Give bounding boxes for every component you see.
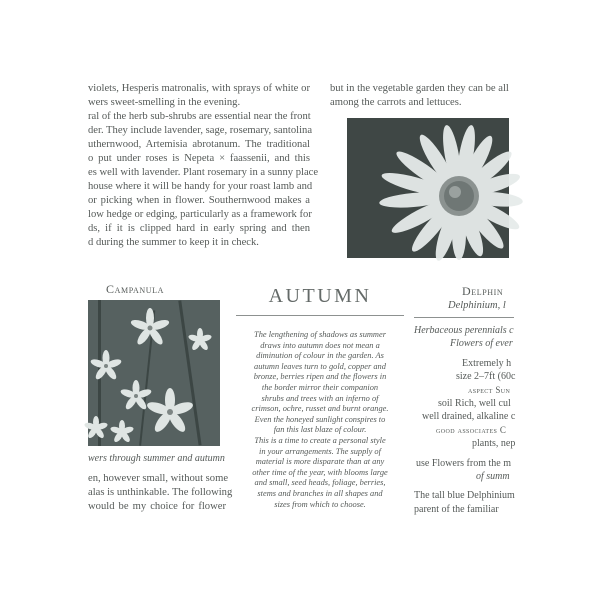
text-line: es well with lavender. Plant rosemary in a sunny place	[88, 167, 319, 178]
daisy-photo	[347, 118, 509, 258]
text-line: plants, nep	[472, 438, 516, 450]
text-line: sizes from which to choose.	[274, 499, 366, 509]
autumn-intro	[236, 330, 404, 512]
text-line: use Flowers from the m	[416, 457, 511, 469]
vegetable-garden-paragraph	[322, 82, 510, 116]
text-line: among the carrots and lettuces.	[330, 97, 462, 108]
text-line: alas is unthinkable. The following	[88, 487, 233, 498]
text-line: Herbaceous perennials c	[414, 325, 514, 336]
herb-paragraph	[0, 82, 318, 252]
text-line: and small, seed heads, foliage, berries,	[254, 478, 386, 488]
text-line: aspect Sun	[468, 384, 511, 395]
text-line: low hedge or edging, particularly as a framework for	[88, 209, 312, 220]
text-line: ral of the herb sub-shrubs are essential near the front	[88, 111, 311, 122]
text-line: other time of the year, with blooms large	[252, 467, 388, 477]
text-line: stems and branches in all shapes and	[257, 488, 383, 498]
text-line: of summ	[476, 470, 510, 482]
text-line: autumn leaves turn to gold, copper and	[254, 361, 386, 371]
text-line: wers sweet-smelling in the evening.	[88, 97, 241, 108]
text-line: the border mirror their companion	[261, 382, 379, 392]
text-line: fan this last blaze of colour.	[273, 425, 367, 435]
text-line: or picking when in flower. Southernwood makes a	[88, 195, 310, 206]
text-line: soil Rich, well cul	[438, 397, 511, 409]
text-line: shrubs and trees with an inferno of	[261, 393, 379, 403]
autumn-title: AUTUMN	[268, 285, 372, 307]
text-line: diminution of colour in the garden. As	[256, 351, 384, 361]
campanula-caption: wers through summer and autumn	[88, 453, 225, 464]
autumn-divider	[236, 315, 404, 316]
text-line: o put under roses is Nepeta × faassenii, and this	[88, 153, 310, 164]
text-line: material is more disparate than at any	[255, 457, 385, 467]
text-line: The lengthening of shadows as summer	[254, 330, 386, 339]
text-line: house where it will be handy for your roast lamb and	[88, 181, 313, 192]
text-line: good associates C	[436, 424, 507, 435]
text-line: der. They include lavender, sage, rosemary, santolina	[88, 125, 313, 136]
text-line: violets, Hesperis matronalis, with sprays of white or	[88, 83, 310, 94]
text-line: The tall blue Delphinium	[414, 490, 515, 502]
text-line: parent of the familiar	[414, 503, 499, 515]
text-line: draws into autumn does not mean a	[260, 340, 380, 350]
delphinium-title: Delphin	[462, 284, 504, 298]
text-line: Extremely h	[462, 357, 512, 369]
text-line: bronze, berries ripen and the flowers in	[253, 372, 387, 382]
delphinium-divider	[414, 317, 514, 318]
campanula-title: Campanula	[106, 282, 165, 296]
text-line: crimson, ochre, russet and burnt orange.	[251, 404, 389, 414]
campanula-photo	[88, 300, 220, 446]
text-line: This is a time to create a personal style	[254, 435, 386, 445]
text-line: ds, if it is clipped hard in early spring and then	[88, 223, 310, 234]
text-line: well drained, alkaline c	[422, 411, 516, 423]
text-line: would be my choice for flower	[88, 501, 226, 512]
text-line: size 2–7ft (60c	[456, 371, 516, 383]
text-line: d during the summer to keep it in check.	[88, 237, 259, 248]
text-line: in your arrangements. The supply of	[259, 446, 381, 456]
text-line: uthernwood, Artemisia abrotanum. The traditional	[88, 139, 310, 150]
campanula-section	[0, 452, 232, 512]
text-line: but in the vegetable garden they can be all	[330, 83, 509, 94]
delphinium-section	[410, 278, 516, 515]
delphinium-latin-name: Delphinium, l	[448, 300, 506, 311]
text-line: en, however small, without some	[88, 473, 229, 484]
text-line: Flowers of ever	[450, 338, 513, 350]
text-line: Even the honeyed sunlight conspires to	[254, 414, 386, 424]
